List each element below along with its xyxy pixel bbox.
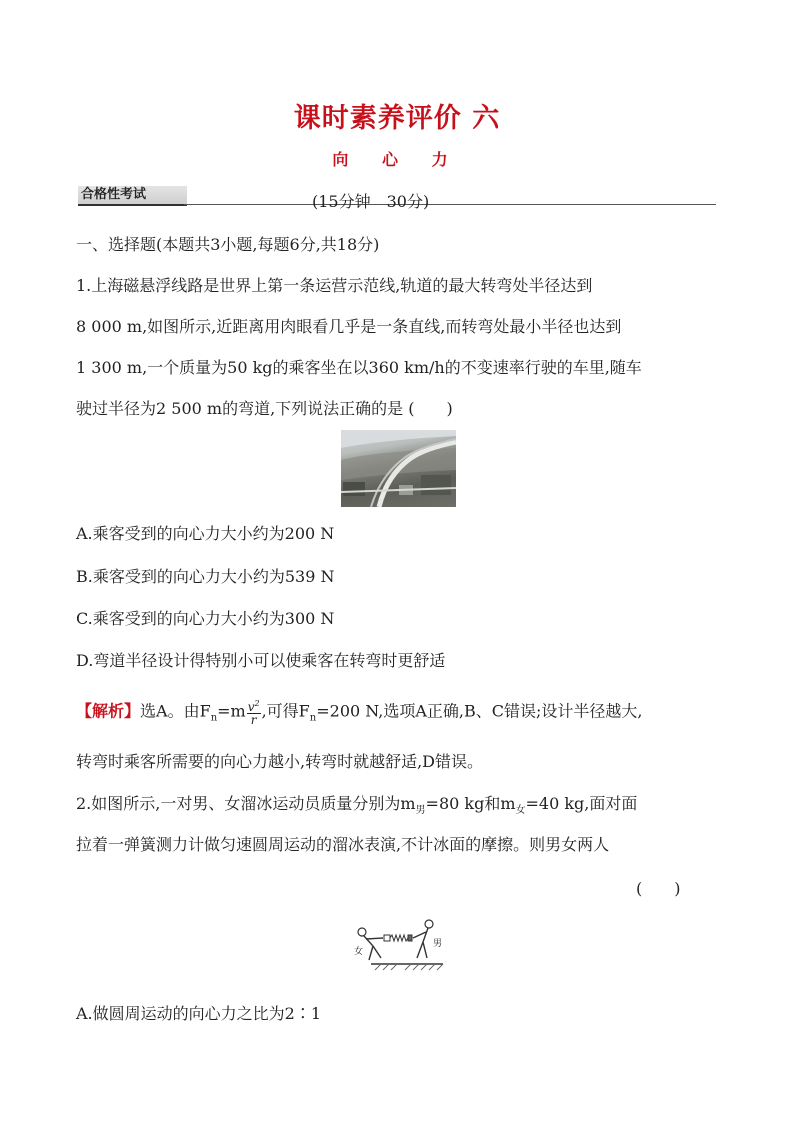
q2-answer-bracket: ( ) [636, 879, 681, 898]
q2-option-a: A.做圆周运动的向心力之比为2∶1 [76, 1004, 322, 1023]
q1-analysis-line-2: 转弯时乘客所需要的向心力越小,转弯时就越舒适,D错误。 [76, 752, 484, 771]
q1-option-d: D.弯道半径设计得特别小可以使乘客在转弯时更舒适 [76, 651, 446, 670]
section-divider [184, 204, 716, 205]
page-subtitle: 向 心 力 [332, 150, 462, 169]
q2-line-2: 拉着一弹簧测力计做匀速圆周运动的溜冰表演,不计冰面的摩擦。则男女两人 [76, 835, 610, 854]
q1-line-1: 1.上海磁悬浮线路是世界上第一条运营示范线,轨道的最大转弯处半径达到 [76, 276, 593, 295]
skaters-figure [353, 912, 445, 976]
q1-option-b: B.乘客受到的向心力大小约为539 N [76, 567, 335, 586]
q1-option-a: A.乘客受到的向心力大小约为200 N [76, 524, 335, 543]
q1-line-3: 1 300 m,一个质量为50 kg的乘客坐在以360 km/h的不变速率行驶的车里,随车 [76, 358, 642, 377]
q1-analysis-line-1: 【解析】选A。由$F_n=m$ $\frac{v^2}{r}$ ,可得$F_n=200$ N,选项A正确,B、C错误;设计半径越大, [76, 699, 643, 727]
q1-option-c: C.乘客受到的向心力大小约为300 N [76, 609, 335, 628]
q1-line-2: 8 000 m,如图所示,近距离用肉眼看几乎是一条直线,而转弯处最小半径也达到 [76, 317, 622, 336]
q1-line-4: 驶过半径为2 500 m的弯道,下列说法正确的是 ( ) [76, 399, 453, 418]
maglev-track-photo [341, 430, 456, 507]
time-note: (15分钟 30分) [312, 192, 430, 211]
label-female: 女 [354, 947, 364, 957]
q2-line-1: 2.如图所示,一对男、女溜冰运动员质量分别为$m_男=80$ kg和$m_女=40$ kg,面对面 [76, 794, 638, 817]
section-tag: 合格性考试 [78, 186, 187, 206]
page-title: 课时素养评价 六 [293, 103, 501, 134]
label-male: 男 [433, 939, 443, 949]
section-heading: 一、选择题(本题共3小题,每题6分,共18分) [76, 235, 380, 254]
fraction-v2-over-r: $\frac{v^2}{r}$ [247, 699, 260, 727]
analysis-label: 【解析】 [76, 701, 141, 721]
